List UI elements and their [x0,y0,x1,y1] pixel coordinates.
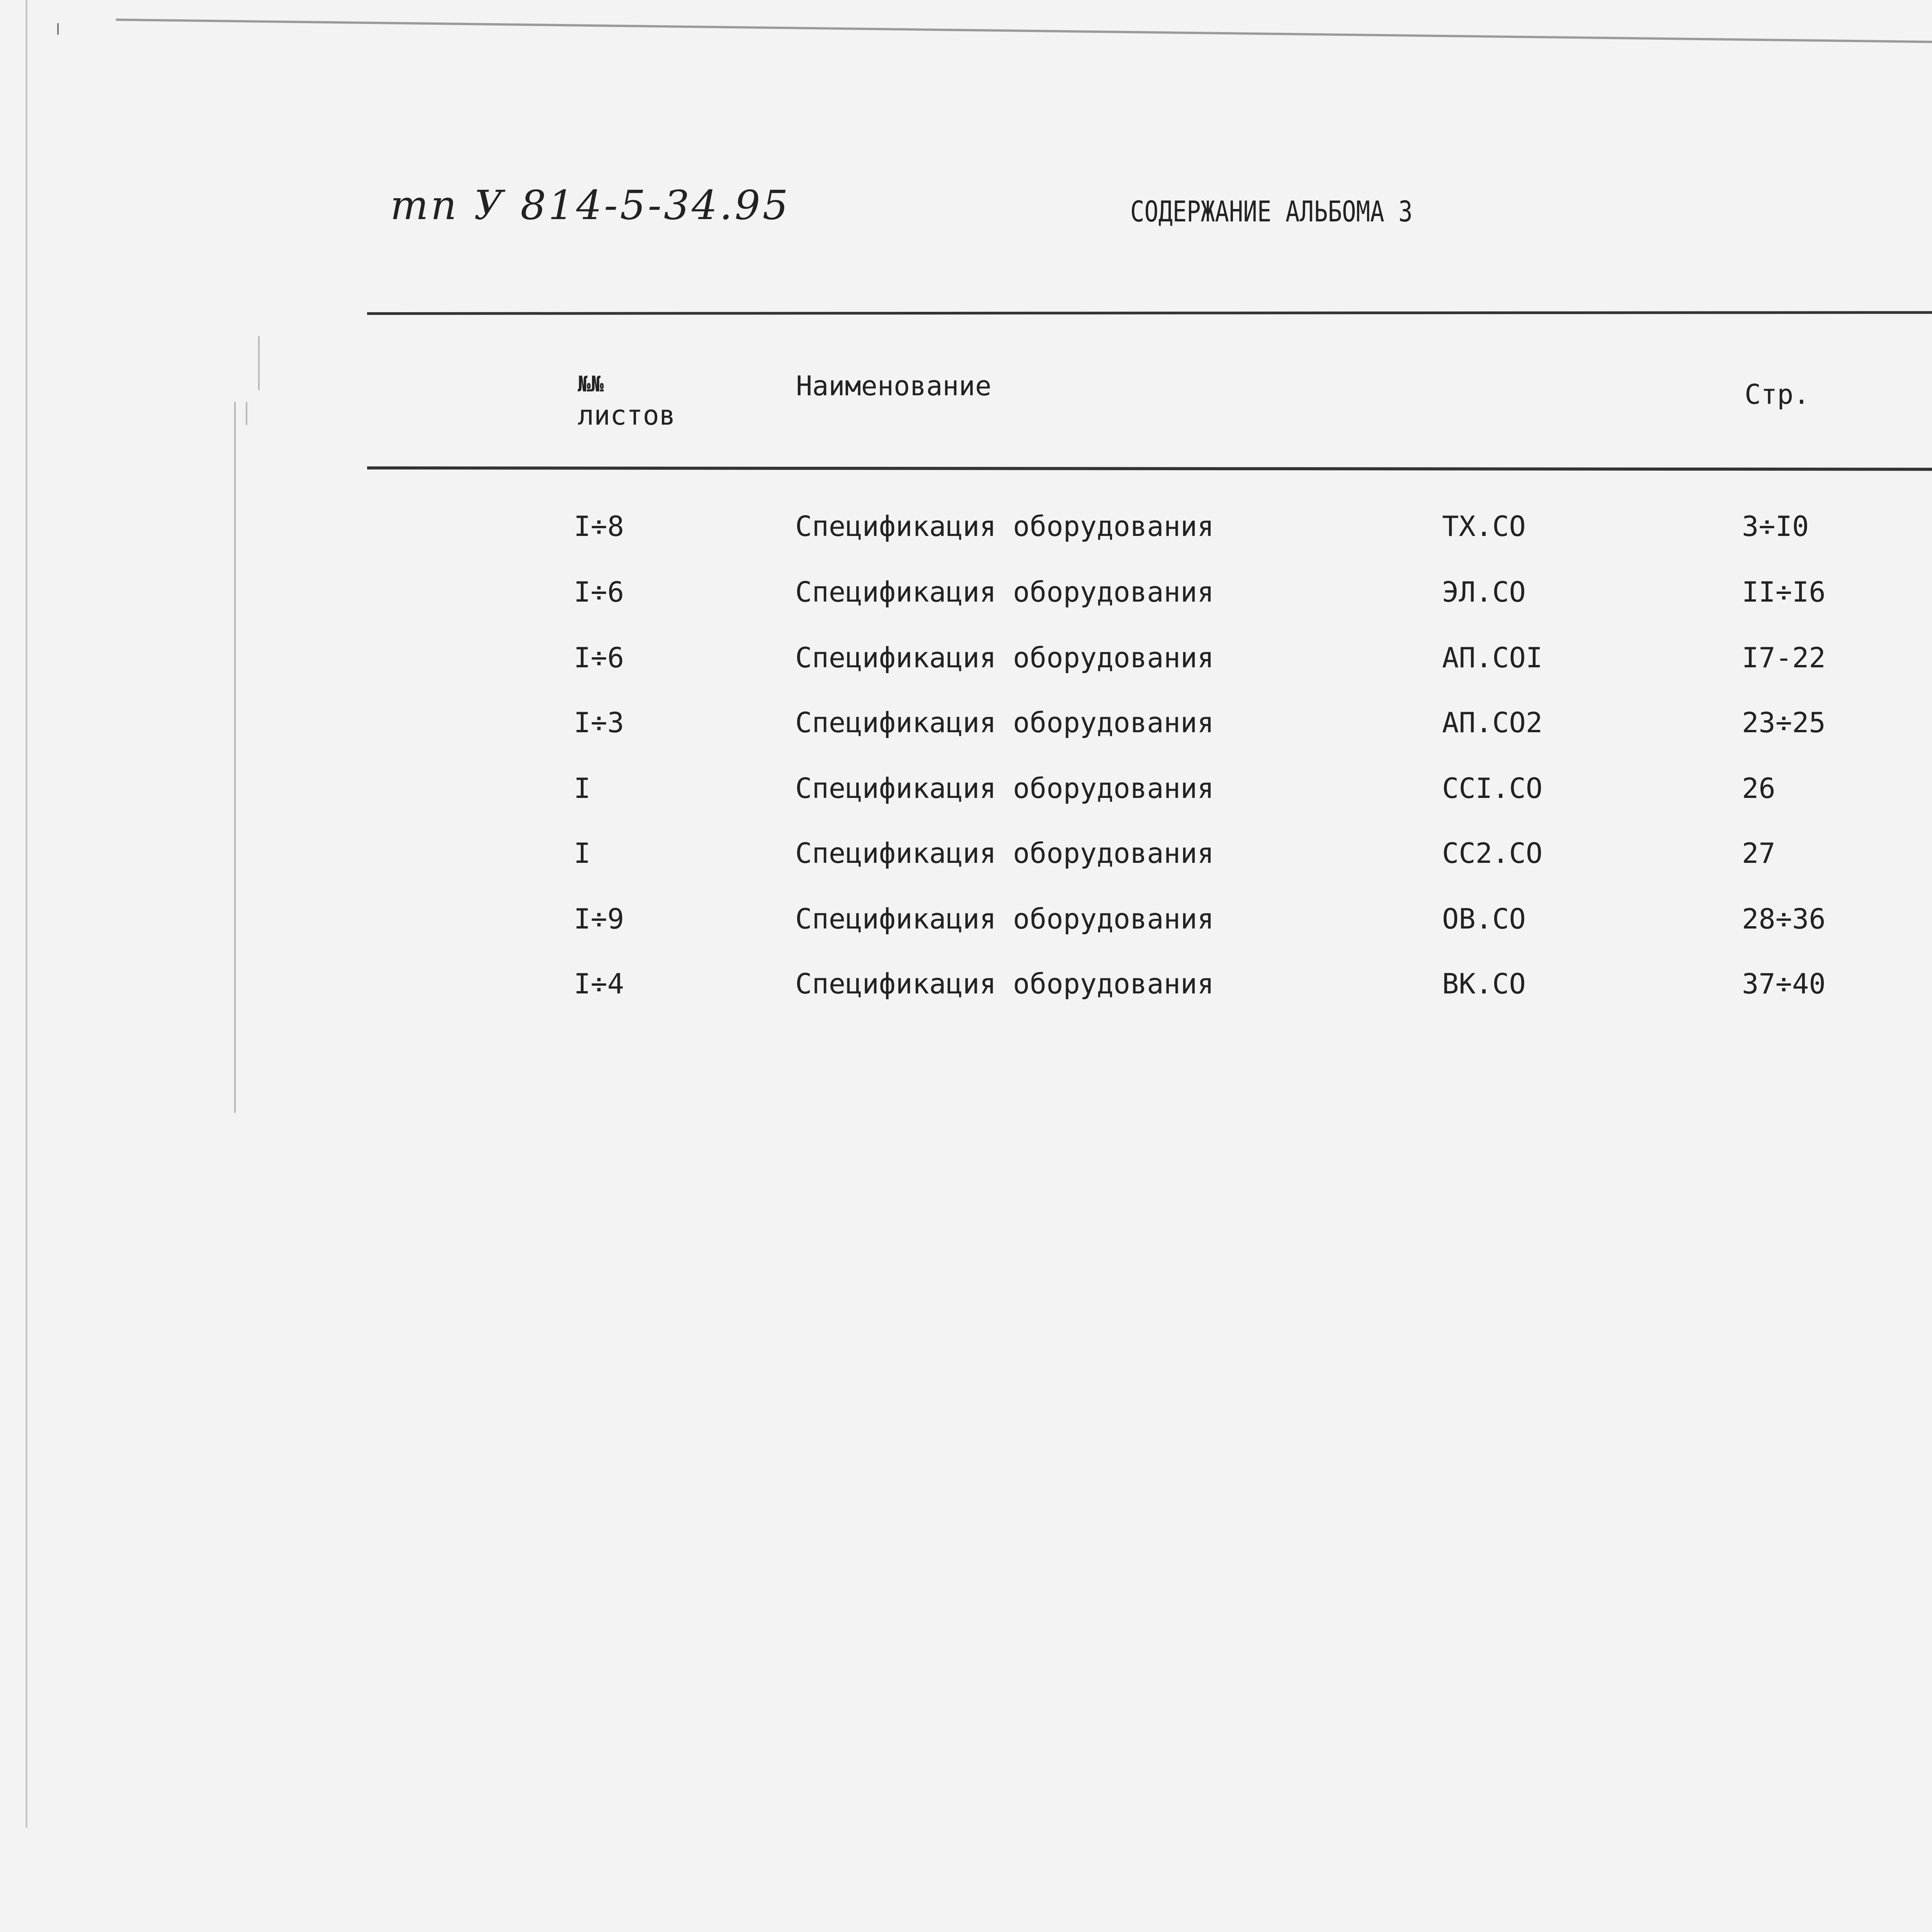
row-sheets: I [574,837,591,869]
table-row [0,903,1932,949]
row-name: Спецификация оборудования [795,576,1214,608]
row-code: АП.СО2 [1442,706,1543,739]
row-sheets: I÷3 [574,706,624,739]
binding-mark [246,402,247,425]
row-pages: 27 [1742,837,1776,869]
scan-top-edge [116,19,1932,52]
table-row [0,641,1932,688]
row-code: ВК.СО [1442,968,1526,1000]
table-row [0,772,1932,818]
row-code: ОВ.СО [1442,903,1526,935]
row-name: Спецификация оборудования [795,641,1214,674]
row-code: ССI.СО [1442,772,1543,804]
table-row [0,837,1932,883]
header-sheet-number-line1: №№ [578,372,604,397]
row-pages: 28÷36 [1742,903,1826,935]
binding-mark [258,336,260,390]
row-name: Спецификация оборудования [795,903,1214,935]
row-pages: 37÷40 [1742,968,1826,1000]
corner-tick [57,23,59,35]
header-page: Стр. [1745,379,1810,410]
row-sheets: I [574,772,591,804]
header-sheet-number-line2: листов [578,400,675,431]
table-row [0,510,1932,556]
table-header-rule [367,466,1932,471]
row-sheets: I÷6 [574,641,624,674]
row-code: ТХ.СО [1442,510,1526,543]
row-code: АП.СОI [1442,641,1543,674]
header-sheet-number [578,369,675,431]
row-sheets: I÷6 [574,576,624,608]
row-name: Спецификация оборудования [795,968,1214,1000]
row-pages: 26 [1742,772,1776,804]
row-pages: II÷I6 [1742,576,1826,608]
row-name: Спецификация оборудования [795,510,1214,543]
row-code: СС2.СО [1442,837,1543,869]
row-pages: 3÷I0 [1742,510,1809,543]
page-title: СОДЕРЖАНИЕ АЛЬБОМА 3 [1130,195,1413,228]
row-name: Спецификация оборудования [795,837,1214,869]
row-sheets: I÷9 [574,903,624,935]
header-name: Наименование [796,370,992,402]
row-sheets: I÷4 [574,968,624,1000]
row-pages: 23÷25 [1742,706,1826,739]
table-row [0,706,1932,753]
table-row [0,968,1932,1014]
row-name: Спецификация оборудования [795,706,1214,739]
row-pages: I7-22 [1742,641,1826,674]
document-code: тп У 814-5-34.95 [390,182,791,229]
row-sheets: I÷8 [574,510,624,543]
table-top-rule [367,311,1932,315]
row-code: ЭЛ.СО [1442,576,1526,608]
table-row [0,576,1932,622]
row-name: Спецификация оборудования [795,772,1214,804]
